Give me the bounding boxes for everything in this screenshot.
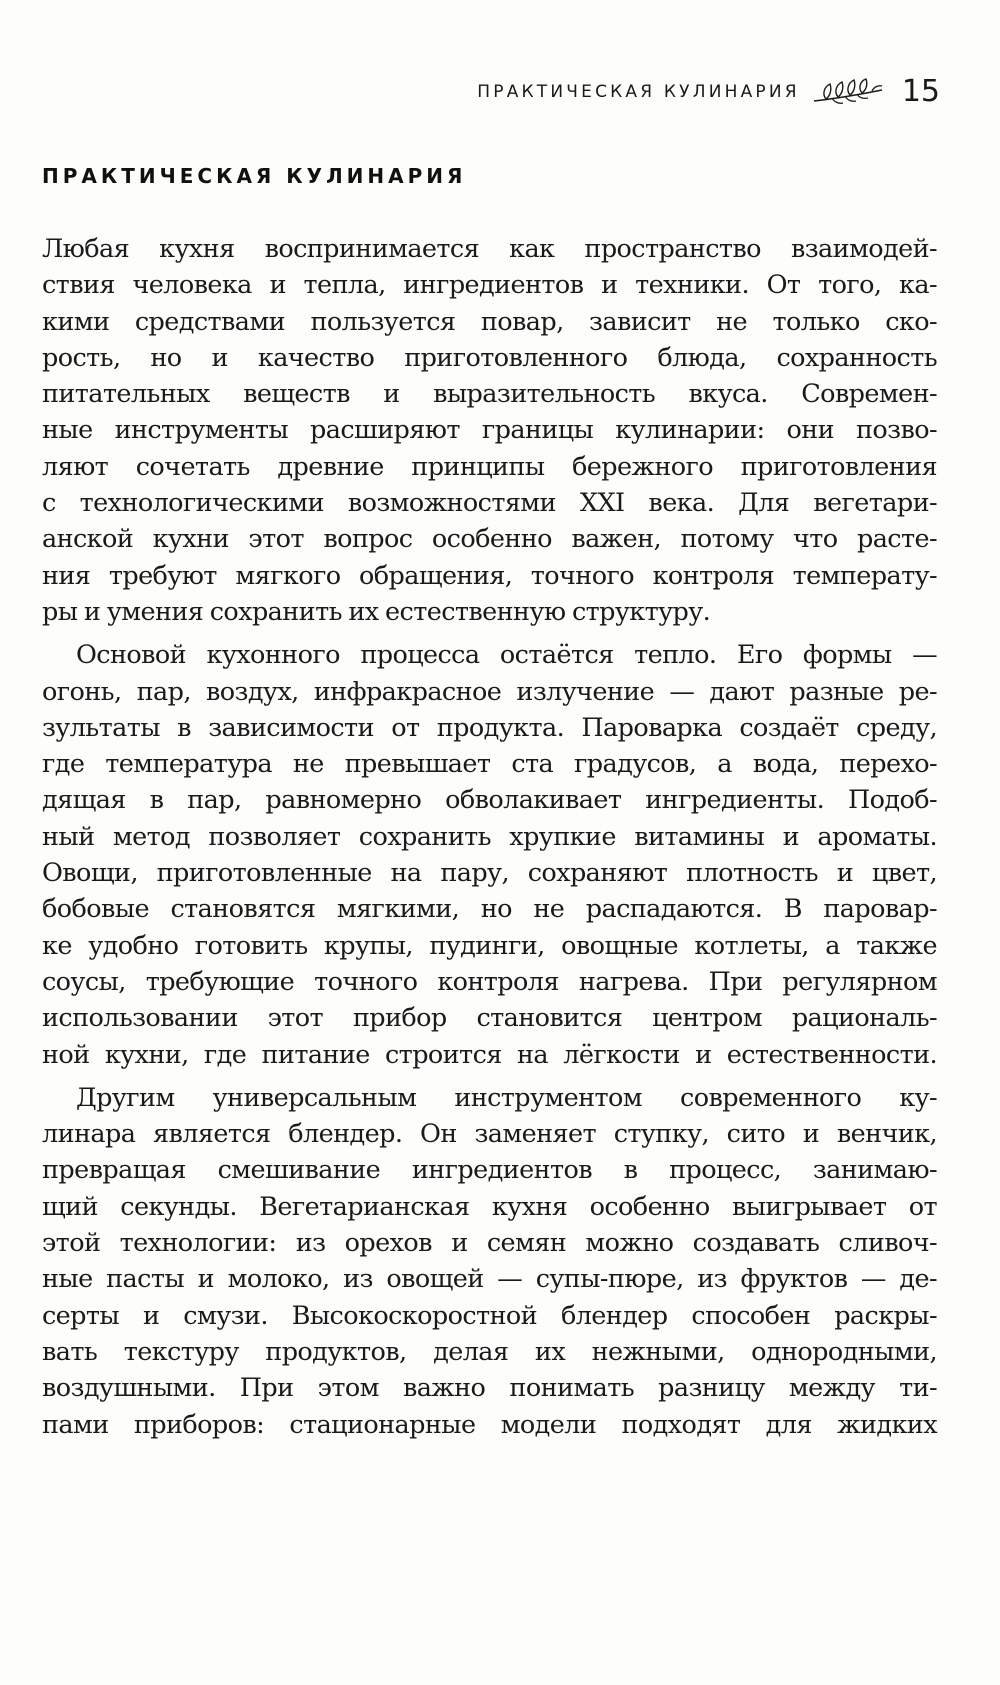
text-line: использовании этот прибор становится центром рациональ-: [42, 1003, 937, 1034]
text-line: анской кухни этот вопрос особенно важен, потому что расте-: [42, 524, 937, 555]
running-header: [477, 72, 940, 112]
paragraph-1: [42, 231, 937, 630]
text-line: дящая в пар, равномерно обволакивает ингредиенты. Подоб-: [42, 785, 937, 816]
text-line: Основой кухонного процесса остаётся тепло. Его формы —: [76, 640, 937, 671]
text-line: огонь, пар, воздух, инфракрасное излучение — дают разные ре-: [42, 676, 937, 707]
text-line: ный метод позволяет сохранить хрупкие витамины и ароматы.: [42, 821, 937, 852]
page-number: 15: [901, 74, 940, 109]
section-title: ПРАКТИЧЕСКАЯ КУЛИНАРИЯ: [42, 164, 467, 188]
text-line: этой технологии: из орехов и семян можно создавать сливоч-: [42, 1228, 937, 1259]
running-title: ПРАКТИЧЕСКАЯ КУЛИНАРИЯ: [477, 82, 800, 102]
paragraph-2: [42, 637, 937, 1073]
text-line: кими средствами пользуется повар, зависит не только ско-: [42, 306, 937, 337]
text-line: щий секунды. Вегетарианская кухня особенно выигрывает от: [42, 1191, 937, 1222]
text-line: ные пасты и молоко, из овощей — супы-пюре, из фруктов — де-: [42, 1264, 937, 1295]
text-line: пами приборов: стационарные модели подходят для жидких: [42, 1409, 937, 1440]
text-line: серты и смузи. Высокоскоростной блендер способен раскры-: [42, 1300, 937, 1331]
text-line: ные инструменты расширяют границы кулинарии: они позво-: [42, 415, 937, 446]
text-line: бобовые становятся мягкими, но не распадаются. В паровар-: [42, 894, 937, 925]
text-line: превращая смешивание ингредиентов в процесс, занимаю-: [42, 1155, 937, 1186]
text-line: питательных веществ и выразительность вкуса. Современ-: [42, 379, 937, 410]
text-line: Другим универсальным инструментом современного ку-: [76, 1082, 937, 1113]
leaf-sprig-icon: [812, 77, 884, 107]
text-line: зультаты в зависимости от продукта. Пароварка создаёт среду,: [42, 712, 937, 743]
text-line: ния требуют мягкого обращения, точного контроля температу-: [42, 560, 937, 591]
text-line: воздушными. При этом важно понимать разницу между ти-: [42, 1373, 937, 1404]
paragraph-3: [42, 1080, 937, 1443]
text-line: ляют сочетать древние принципы бережного приготовления: [42, 451, 937, 482]
text-line: Любая кухня воспринимается как пространство взаимодей-: [42, 234, 937, 264]
text-line: ствия человека и тепла, ингредиентов и техники. От того, ка-: [42, 270, 937, 301]
text-line: ры и умения сохранить их естественную структуру.: [42, 596, 711, 627]
text-line: ной кухни, где питание строится на лёгкости и естественности.: [42, 1039, 937, 1070]
text-line: линара является блендер. Он заменяет ступку, сито и венчик,: [42, 1119, 937, 1150]
text-line: где температура не превышает ста градусов, а вода, перехо-: [42, 749, 937, 780]
text-line: Овощи, приготовленные на пару, сохраняют плотность и цвет,: [42, 858, 937, 889]
text-line: с технологическими возможностями XXI века. Для вегетари-: [42, 488, 937, 519]
text-line: рость, но и качество приготовленного блюда, сохранность: [42, 342, 937, 373]
text-line: соусы, требующие точного контроля нагрева. При регулярном: [42, 966, 937, 997]
text-line: вать текстуру продуктов, делая их нежными, однородными,: [42, 1336, 937, 1367]
body-text: [42, 231, 937, 1443]
text-line: ке удобно готовить крупы, пудинги, овощные котлеты, а также: [42, 930, 937, 961]
